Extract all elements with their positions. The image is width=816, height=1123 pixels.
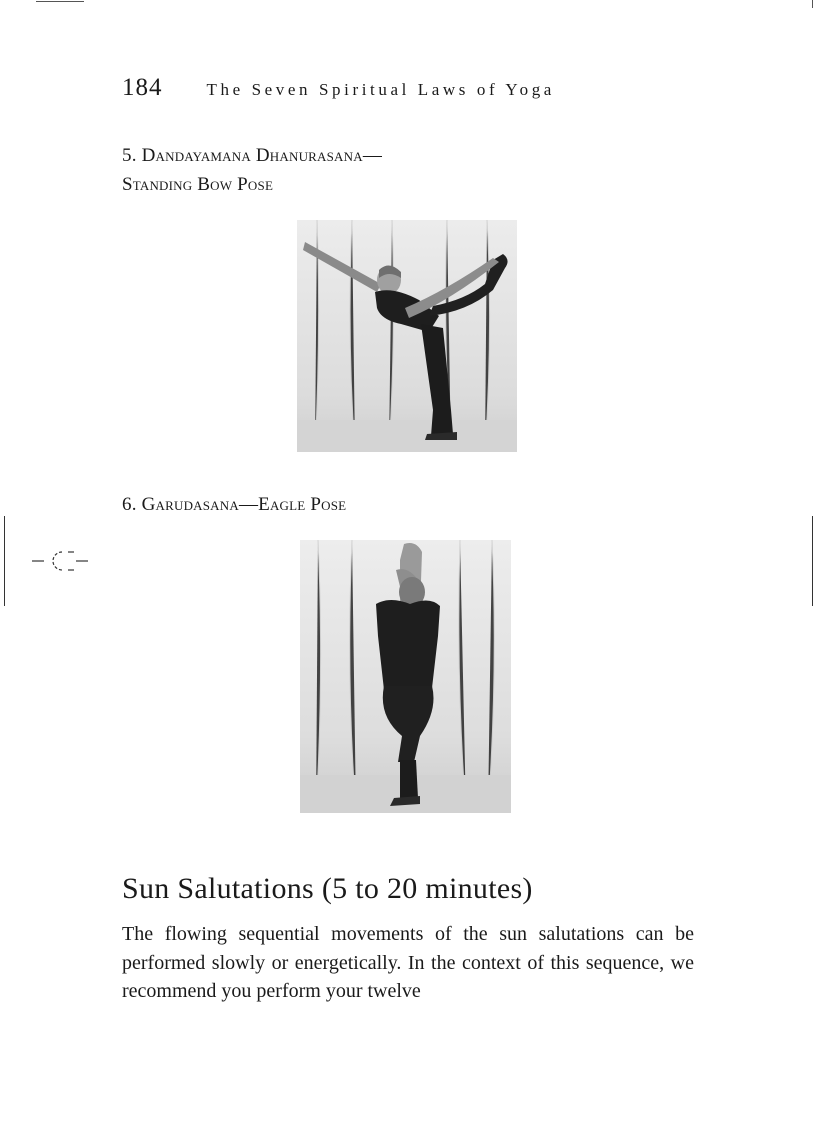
pose-heading-line: 5. Dandayamana Dhanurasana— — [122, 145, 383, 166]
crop-mark-top — [36, 1, 84, 2]
crop-mark-right — [812, 516, 813, 606]
pose-heading-line: 6. Garudasana—Eagle Pose — [122, 494, 347, 515]
crop-mark-left — [4, 516, 5, 606]
registration-mark-icon — [32, 548, 88, 574]
pose-heading-line: Standing Bow Pose — [122, 174, 274, 195]
eagle-pose-photo — [300, 540, 511, 813]
running-header — [122, 74, 555, 102]
body-paragraph: The flowing sequential movements of the sun salutations can be performed slowly or energetically. In the context of this sequence, we recommend you perform your twelve — [122, 923, 694, 1002]
standing-bow-pose-photo — [297, 220, 517, 452]
pose-heading-standing-bow — [122, 141, 382, 199]
crop-mark-top-right — [812, 0, 813, 8]
pose-heading-eagle — [122, 490, 346, 519]
section-heading: Sun Salutations (5 to 20 minutes) — [122, 872, 533, 905]
page-number: 184 — [122, 74, 163, 101]
running-title: The Seven Spiritual Laws of Yoga — [206, 80, 555, 99]
